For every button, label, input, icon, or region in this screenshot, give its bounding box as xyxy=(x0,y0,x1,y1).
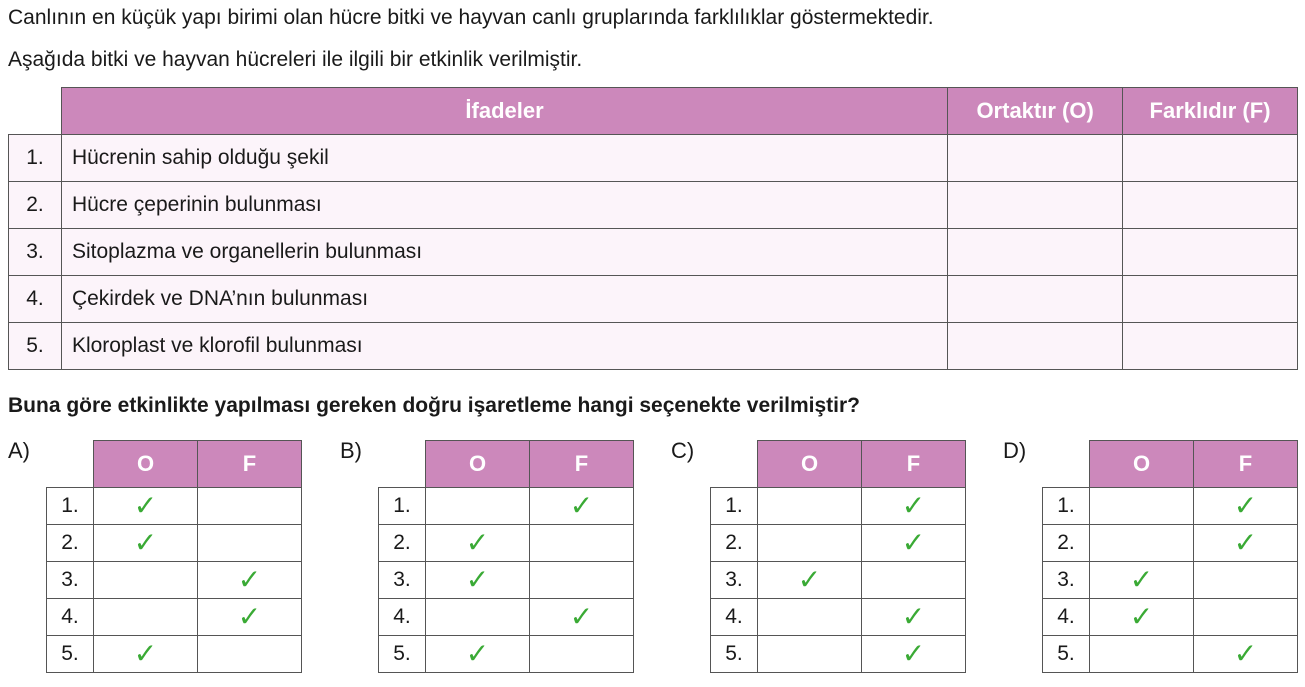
option-row xyxy=(379,488,634,525)
option-header-f: F xyxy=(862,441,966,488)
statement-text: Çekirdek ve DNA’nın bulunması xyxy=(61,276,947,323)
option-row-number: 5. xyxy=(47,636,94,673)
option-o-cell xyxy=(94,599,198,636)
option-c-letter[interactable]: C) xyxy=(671,438,695,463)
header-common: Ortaktır (O) xyxy=(948,88,1123,135)
option-row xyxy=(1043,525,1298,562)
option-o-cell xyxy=(758,599,862,636)
option-row-number: 3. xyxy=(1043,562,1090,599)
option-row xyxy=(47,525,302,562)
table-row xyxy=(9,323,1298,370)
option-o-cell xyxy=(758,636,862,673)
option-f-cell xyxy=(530,599,634,636)
option-o-cell xyxy=(1090,599,1194,636)
option-row-number: 2. xyxy=(379,525,426,562)
option-row-number: 3. xyxy=(711,562,758,599)
option-row-number: 1. xyxy=(1043,488,1090,525)
question-text: Buna göre etkinlikte yapılması gereken doğru işaretleme hangi seçenekte verilmiştir? xyxy=(8,394,860,417)
option-row-number: 5. xyxy=(711,636,758,673)
option-row xyxy=(711,488,966,525)
check-icon: ✓ xyxy=(133,638,158,669)
common-cell[interactable] xyxy=(948,323,1123,370)
option-f-cell xyxy=(862,525,966,562)
option-f-cell xyxy=(862,636,966,673)
option-row-number: 4. xyxy=(1043,599,1090,636)
option-f-cell xyxy=(1194,488,1298,525)
header-blank-cell xyxy=(379,441,426,488)
check-icon: ✓ xyxy=(1233,638,1258,669)
option-row xyxy=(47,488,302,525)
option-row xyxy=(711,525,966,562)
option-o-cell xyxy=(1090,636,1194,673)
check-icon: ✓ xyxy=(1233,527,1258,558)
different-cell[interactable] xyxy=(1123,276,1298,323)
option-f-cell xyxy=(1194,525,1298,562)
option-o-cell xyxy=(94,488,198,525)
option-f-cell xyxy=(530,488,634,525)
option-row xyxy=(47,599,302,636)
check-icon: ✓ xyxy=(237,564,262,595)
option-row-number: 1. xyxy=(47,488,94,525)
option-row xyxy=(1043,636,1298,673)
option-row xyxy=(47,562,302,599)
different-cell[interactable] xyxy=(1123,135,1298,182)
option-f-cell xyxy=(1194,599,1298,636)
option-row xyxy=(47,636,302,673)
option-b-letter[interactable]: B) xyxy=(340,438,362,463)
check-icon: ✓ xyxy=(569,490,594,521)
option-header-o: O xyxy=(758,441,862,488)
common-cell[interactable] xyxy=(948,276,1123,323)
check-icon: ✓ xyxy=(465,527,490,558)
check-icon: ✓ xyxy=(569,601,594,632)
option-row xyxy=(379,599,634,636)
row-number: 1. xyxy=(9,135,62,182)
header-different: Farklıdır (F) xyxy=(1123,88,1298,135)
option-header-o: O xyxy=(1090,441,1194,488)
header-blank-cell xyxy=(9,88,62,135)
table-row xyxy=(9,135,1298,182)
option-o-cell xyxy=(758,488,862,525)
option-header-o: O xyxy=(426,441,530,488)
option-row-number: 5. xyxy=(1043,636,1090,673)
check-icon: ✓ xyxy=(901,527,926,558)
option-f-cell xyxy=(198,636,302,673)
table-row xyxy=(9,276,1298,323)
option-o-cell xyxy=(426,525,530,562)
statements-table-header-row xyxy=(9,88,1298,135)
option-f-cell xyxy=(198,562,302,599)
header-statements: İfadeler xyxy=(61,88,947,135)
option-o-cell xyxy=(94,562,198,599)
option-row-number: 3. xyxy=(379,562,426,599)
row-number: 5. xyxy=(9,323,62,370)
option-row-number: 4. xyxy=(47,599,94,636)
option-row xyxy=(1043,488,1298,525)
option-o-cell xyxy=(426,636,530,673)
intro-line-1: Canlının en küçük yapı birimi olan hücre bitki ve hayvan canlı gruplarında farklılıklar göstermektedir. xyxy=(8,6,934,29)
check-icon: ✓ xyxy=(465,638,490,669)
option-f-cell xyxy=(198,525,302,562)
option-f-cell xyxy=(862,488,966,525)
option-o-cell xyxy=(94,636,198,673)
check-icon: ✓ xyxy=(237,601,262,632)
common-cell[interactable] xyxy=(948,182,1123,229)
option-row xyxy=(711,636,966,673)
option-row xyxy=(379,525,634,562)
option-row xyxy=(1043,599,1298,636)
option-o-cell xyxy=(426,599,530,636)
statement-text: Hücre çeperinin bulunması xyxy=(61,182,947,229)
option-row xyxy=(1043,562,1298,599)
row-number: 3. xyxy=(9,229,62,276)
statements-table xyxy=(8,87,1298,370)
check-icon: ✓ xyxy=(797,564,822,595)
different-cell[interactable] xyxy=(1123,323,1298,370)
check-icon: ✓ xyxy=(901,638,926,669)
option-b-table[interactable] xyxy=(378,440,634,673)
option-d-letter[interactable]: D) xyxy=(1003,438,1027,463)
check-icon: ✓ xyxy=(1129,564,1154,595)
option-row xyxy=(711,599,966,636)
check-icon: ✓ xyxy=(901,601,926,632)
option-f-cell xyxy=(530,636,634,673)
option-row-number: 1. xyxy=(711,488,758,525)
table-row xyxy=(9,229,1298,276)
option-o-cell xyxy=(1090,562,1194,599)
check-icon: ✓ xyxy=(465,564,490,595)
check-icon: ✓ xyxy=(901,490,926,521)
option-row xyxy=(379,562,634,599)
check-icon: ✓ xyxy=(133,527,158,558)
option-a-table[interactable] xyxy=(46,440,302,673)
option-c-table[interactable] xyxy=(710,440,966,673)
option-o-cell xyxy=(1090,525,1194,562)
option-row-number: 2. xyxy=(1043,525,1090,562)
header-blank-cell xyxy=(711,441,758,488)
option-f-cell xyxy=(198,599,302,636)
option-d-table[interactable] xyxy=(1042,440,1298,673)
different-cell[interactable] xyxy=(1123,229,1298,276)
option-o-cell xyxy=(1090,488,1194,525)
option-row-number: 4. xyxy=(379,599,426,636)
option-a-letter[interactable]: A) xyxy=(8,438,30,463)
option-f-cell xyxy=(530,525,634,562)
option-row xyxy=(379,636,634,673)
table-row xyxy=(9,182,1298,229)
row-number: 2. xyxy=(9,182,62,229)
option-o-cell xyxy=(94,525,198,562)
option-row-number: 2. xyxy=(711,525,758,562)
option-f-cell xyxy=(530,562,634,599)
row-number: 4. xyxy=(9,276,62,323)
option-o-cell xyxy=(758,562,862,599)
intro-line-2: Aşağıda bitki ve hayvan hücreleri ile ilgili bir etkinlik verilmiştir. xyxy=(8,48,583,71)
common-cell[interactable] xyxy=(948,135,1123,182)
header-blank-cell xyxy=(1043,441,1090,488)
option-o-cell xyxy=(758,525,862,562)
option-o-cell xyxy=(426,562,530,599)
option-header-f: F xyxy=(530,441,634,488)
common-cell[interactable] xyxy=(948,229,1123,276)
option-row-number: 4. xyxy=(711,599,758,636)
check-icon: ✓ xyxy=(1233,490,1258,521)
check-icon: ✓ xyxy=(133,490,158,521)
option-o-cell xyxy=(426,488,530,525)
option-f-cell xyxy=(1194,562,1298,599)
option-f-cell xyxy=(1194,636,1298,673)
check-icon: ✓ xyxy=(1129,601,1154,632)
option-header-f: F xyxy=(198,441,302,488)
option-header-f: F xyxy=(1194,441,1298,488)
option-row-number: 3. xyxy=(47,562,94,599)
option-row-number: 5. xyxy=(379,636,426,673)
option-row-number: 2. xyxy=(47,525,94,562)
option-row xyxy=(711,562,966,599)
option-row-number: 1. xyxy=(379,488,426,525)
option-f-cell xyxy=(862,562,966,599)
different-cell[interactable] xyxy=(1123,182,1298,229)
statement-text: Sitoplazma ve organellerin bulunması xyxy=(61,229,947,276)
option-f-cell xyxy=(198,488,302,525)
statement-text: Kloroplast ve klorofil bulunması xyxy=(61,323,947,370)
option-header-o: O xyxy=(94,441,198,488)
option-f-cell xyxy=(862,599,966,636)
statement-text: Hücrenin sahip olduğu şekil xyxy=(61,135,947,182)
header-blank-cell xyxy=(47,441,94,488)
